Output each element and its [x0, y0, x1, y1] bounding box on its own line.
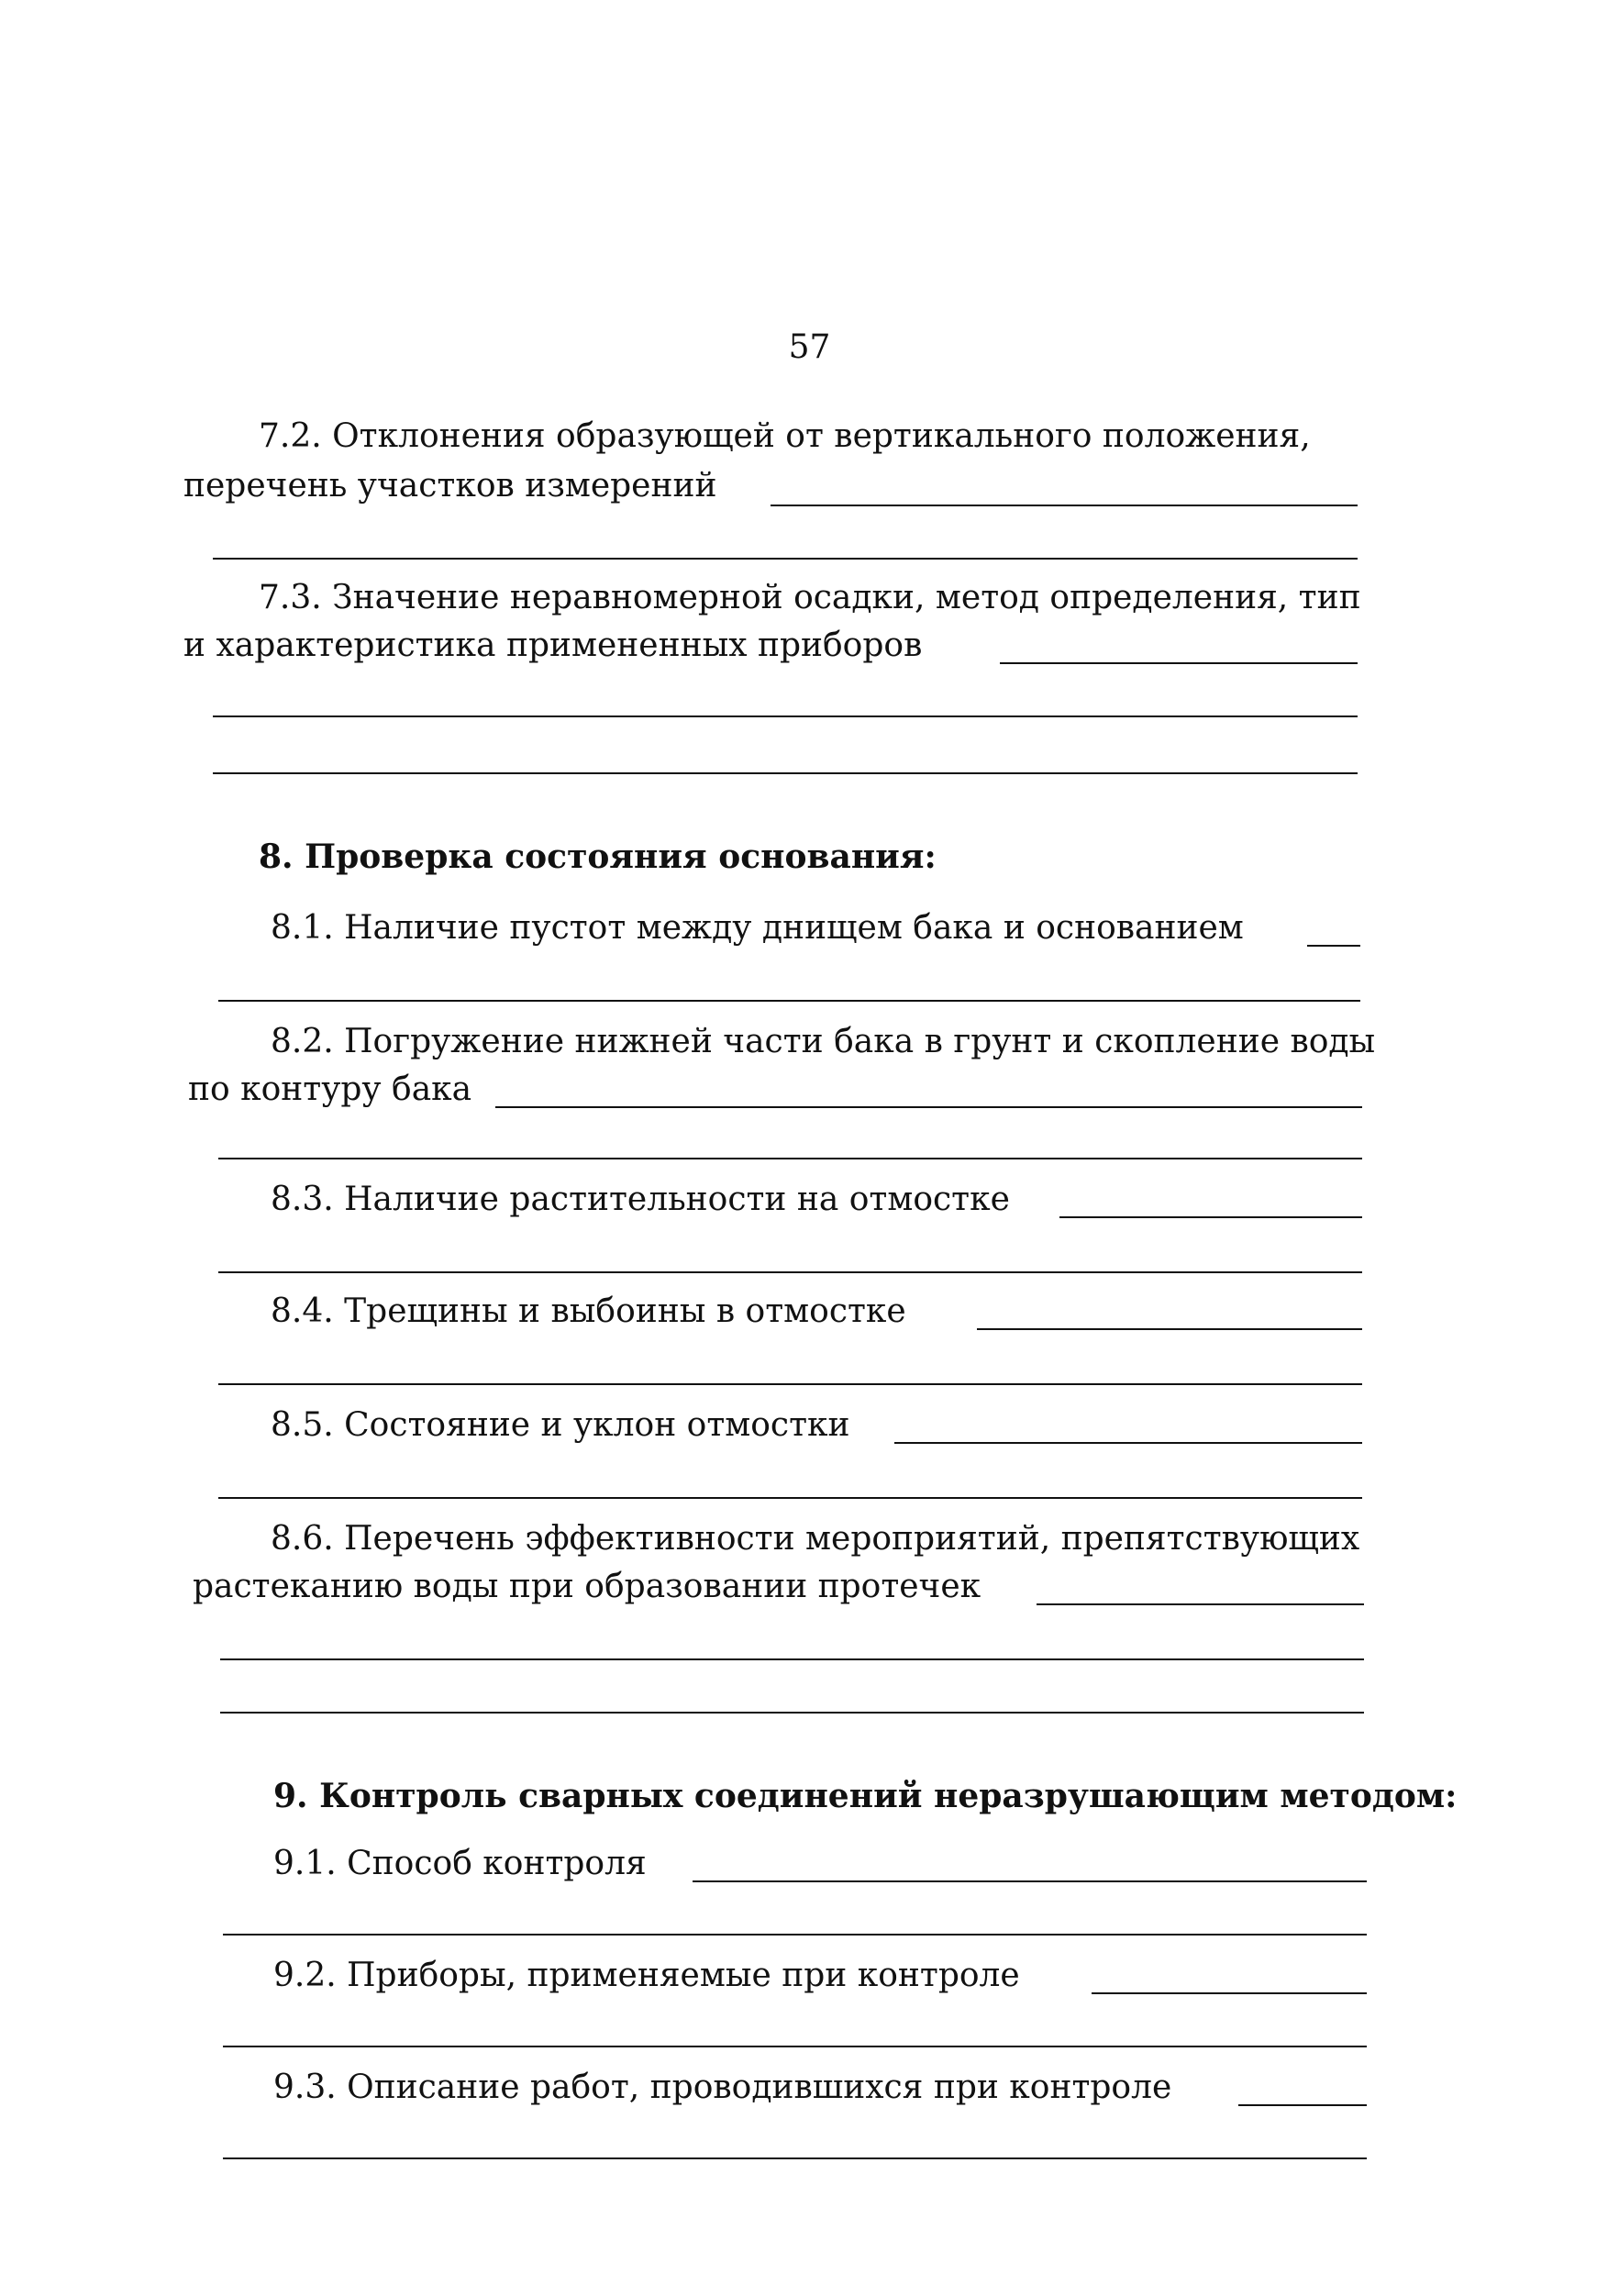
fill-line-8-3-b[interactable] — [218, 1271, 1362, 1273]
page-number: 57 — [788, 328, 831, 366]
item-8-1: 8.1. Наличие пустот между днищем бака и основанием — [271, 909, 1244, 947]
item-7-3-line-2: и характеристика примененных приборов — [183, 627, 923, 664]
fill-line-9-3-a[interactable] — [1238, 2104, 1367, 2106]
item-8-3: 8.3. Наличие растительности на отмостке — [271, 1181, 1010, 1218]
item-8-5: 8.5. Состояние и уклон отмостки — [271, 1406, 850, 1444]
item-9-2: 9.2. Приборы, применяемые при контроле — [273, 1957, 1020, 1994]
fill-line-8-2-b[interactable] — [218, 1158, 1362, 1159]
fill-line-8-1-a[interactable] — [1307, 945, 1360, 947]
fill-line-8-5-b[interactable] — [218, 1497, 1362, 1499]
item-8-2-line-2: по контуру бака — [188, 1070, 472, 1108]
fill-line-8-5-a[interactable] — [894, 1442, 1362, 1444]
fill-line-9-1-a[interactable] — [693, 1880, 1367, 1882]
fill-line-8-4-a[interactable] — [977, 1328, 1362, 1330]
fill-line-7-3-b[interactable] — [213, 715, 1358, 717]
item-7-2-line-1: 7.2. Отклонения образующей от вертикального положения, — [259, 417, 1311, 455]
fill-line-8-6-b[interactable] — [220, 1658, 1364, 1660]
fill-line-9-3-b[interactable] — [223, 2157, 1367, 2159]
item-7-2-line-2: перечень участков измерений — [183, 467, 717, 505]
fill-line-7-3-a[interactable] — [1000, 662, 1358, 664]
fill-line-8-1-b[interactable] — [218, 1000, 1360, 1002]
item-7-3-line-1: 7.3. Значение неравномерной осадки, метод определения, тип — [259, 579, 1361, 616]
item-9-1: 9.1. Способ контроля — [273, 1845, 647, 1882]
fill-line-8-6-c[interactable] — [220, 1712, 1364, 1714]
fill-line-8-4-b[interactable] — [218, 1383, 1362, 1385]
item-8-2-line-1: 8.2. Погружение нижней части бака в грунт и скопление воды — [271, 1023, 1376, 1060]
item-9-3: 9.3. Описание работ, проводившихся при контроле — [273, 2069, 1172, 2106]
item-8-6-line-2: растеканию воды при образовании протечек — [193, 1568, 981, 1605]
fill-line-7-2-a[interactable] — [771, 505, 1358, 506]
fill-line-8-3-a[interactable] — [1059, 1216, 1362, 1218]
fill-line-9-2-a[interactable] — [1092, 1992, 1367, 1994]
fill-line-8-6-a[interactable] — [1037, 1603, 1364, 1605]
fill-line-9-2-b[interactable] — [223, 2046, 1367, 2047]
fill-line-7-2-b[interactable] — [213, 558, 1358, 560]
item-8-6-line-1: 8.6. Перечень эффективности мероприятий, препятствующих — [271, 1520, 1360, 1558]
fill-line-7-3-c[interactable] — [213, 772, 1358, 774]
item-8-4: 8.4. Трещины и выбоины в отмостке — [271, 1292, 906, 1330]
section-8-title: 8. Проверка состояния основания: — [259, 837, 937, 876]
fill-line-9-1-b[interactable] — [223, 1934, 1367, 1936]
section-9-title: 9. Контроль сварных соединений неразрушающим методом: — [273, 1777, 1458, 1815]
fill-line-8-2-a[interactable] — [495, 1106, 1362, 1108]
